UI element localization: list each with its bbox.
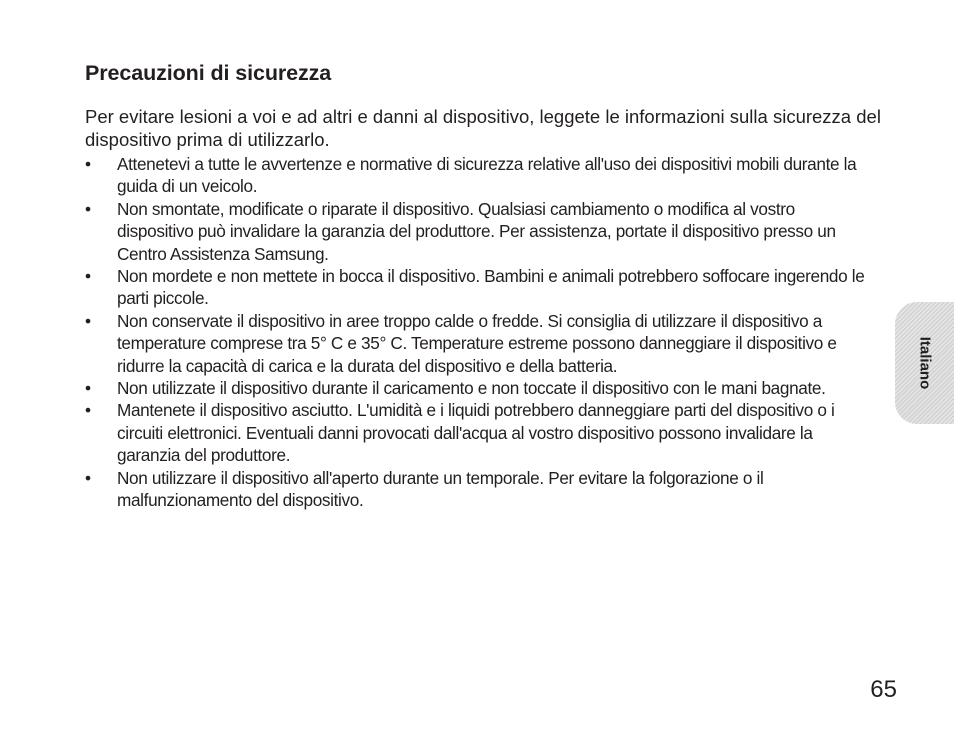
list-item [85,467,875,512]
page-title: Precauzioni di sicurezza [85,61,332,85]
list-item-text: Non mordete e non mettete in bocca il dispositivo. Bambini e animali potrebbero soffocare ingerendo le parti piccole. [117,266,865,309]
list-item-text: Non conservate il dispositivo in aree troppo calde o fredde. Si consiglia di utilizzare il dispositivo a temperature comprese tra 5° C e 35° C. Temperature estreme possono danneggiare il dispositivo e ridurre la capacità di carica e la durata del dispositivo e della batteria. [117,310,837,376]
safety-precautions-list [85,153,875,512]
list-item [85,310,875,377]
list-item [85,265,875,310]
bullet-icon: • [85,467,91,488]
bullet-icon: • [85,310,91,331]
list-item [85,377,875,399]
bullet-icon: • [85,400,91,421]
list-item [85,399,875,466]
list-item-text: Non smontate, modificate o riparate il dispositivo. Qualsiasi cambiamento o modifica al vostro dispositivo può invalidare la garanzia del produttore. Per assistenza, portate il dispositivo presso un Centro Assistenza Samsung. [117,198,836,264]
bullet-icon: • [85,198,91,219]
bullet-icon: • [85,378,91,399]
list-item-text: Attenetevi a tutte le avvertenze e normative di sicurezza relative all'uso dei dispositivi mobili durante la guida di un veicolo. [117,154,857,197]
bullet-icon: • [85,154,91,174]
list-item [85,198,875,265]
list-item-text: Non utilizzate il dispositivo durante il caricamento e non toccate il dispositivo con le mani bagnate. [117,378,826,399]
language-side-tab [895,302,954,424]
bullet-icon: • [85,266,91,287]
language-tab-label: Italiano [916,336,933,390]
list-item-text: Mantenete il dispositivo asciutto. L'umidità e i liquidi potrebbero danneggiare parti del dispositivo o i circuiti elettronici. Eventuali danni provocati dall'acqua al vostro dispositivo possono invalidare la garanzia del produttore. [117,400,835,466]
list-item [85,153,875,198]
page-number: 65 [870,676,897,703]
intro-paragraph: Per evitare lesioni a voi e ad altri e danni al dispositivo, leggete le informazioni sulla sicurezza del dispositivo prima di utilizzarlo. [85,106,881,150]
list-item-text: Non utilizzare il dispositivo all'aperto durante un temporale. Per evitare la folgorazione o il malfunzionamento del dispositivo. [117,467,764,511]
